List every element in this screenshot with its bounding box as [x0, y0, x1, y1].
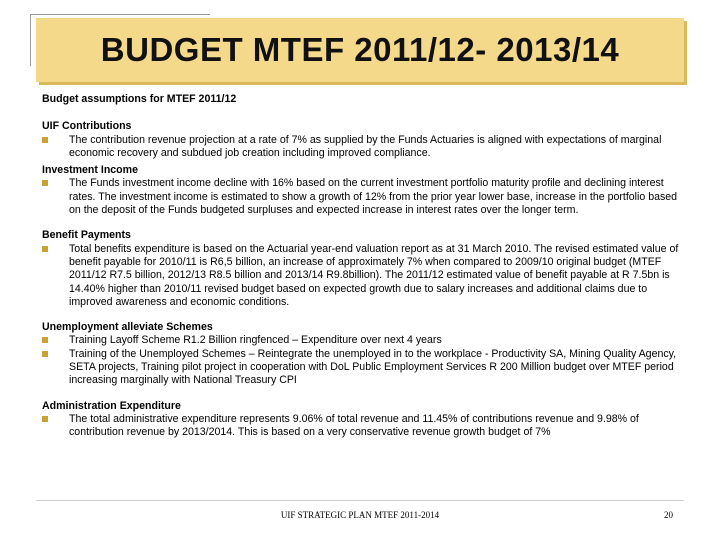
decorative-line-horizontal [30, 14, 210, 15]
square-bullet-icon [42, 180, 48, 186]
section-heading: Benefit Payments [42, 229, 131, 242]
square-bullet-icon [42, 137, 48, 143]
page-number: 20 [664, 510, 673, 520]
bullet-text: Training of the Unemployed Schemes – Reintegrate the unemployed in to the workplace - Productivity SA, Mining Quality Agency, SETA projects, Training pilot project in cooperation with DoL Public Employment Services R 200 Million budget over MTEF period increasing marginally with National Treasury CPI [69, 347, 677, 387]
section-benefit-payments [42, 229, 682, 309]
bullet-item [42, 134, 682, 161]
section-administration-expenditure [42, 400, 682, 440]
slide-title: BUDGET MTEF 2011/12- 2013/14 [100, 31, 620, 68]
footer-text: UIF STRATEGIC PLAN MTEF 2011-2014 [280, 510, 440, 520]
section-uif-contributions [42, 120, 682, 160]
bullet-item [42, 334, 682, 347]
bullet-text: Total benefits expenditure is based on the Actuarial year-end valuation report as at 31 March 2010. The revised estimated value of benefit payable for 2010/11 is R6,5 billion, an increase of approximately 7% when compared to 2009/10 original budget (MTEF 2011/12 R7.5 billion, 2012/13 R8.5 billion and 2013/14 R9.8billion). The 2011/12 estimated value of benefit payable at R 7.5bn is 14.40% higher than 2010/11 revised budget based on expected growth due to salary increases and additional claims due to improved awareness and economic conditions. [69, 242, 679, 308]
title-banner [36, 18, 684, 82]
square-bullet-icon [42, 416, 48, 422]
bullet-text: Training Layoff Scheme R1.2 Billion ringfenced – Expenditure over next 4 years [69, 334, 442, 347]
bullet-text: The total administrative expenditure represents 9.06% of total revenue and 11.45% of contributions revenue and 9.98% of contribution revenue by 2013/2014. This is based on a very conservative revenue growth budget of 7% [69, 412, 639, 439]
intro-heading: Budget assumptions for MTEF 2011/12 [42, 93, 237, 105]
square-bullet-icon [42, 246, 48, 252]
bullet-text: The contribution revenue projection at a rate of 7% as supplied by the Funds Actuaries is aligned with expectations of marginal economic recovery and subdued job creation including improved compliance. [69, 133, 662, 159]
footer-divider [36, 500, 684, 501]
square-bullet-icon [42, 337, 48, 343]
square-bullet-icon [42, 351, 48, 357]
bullet-item [42, 348, 682, 388]
decorative-line-vertical [30, 14, 31, 66]
slide-body [42, 93, 682, 444]
bullet-item [42, 177, 682, 217]
section-heading: UIF Contributions [42, 120, 132, 133]
section-investment-income [42, 164, 682, 217]
bullet-text: The Funds investment income decline with 16% based on the current investment portfolio maturity profile and declining interest rates. The investment income is estimated to show a growth of 12% from the prior year lower base, increase in the portfolio based on the deposit of the Funds budgeted surpluses and expected increase in interest rates over the longer term. [69, 177, 678, 217]
bullet-item [42, 413, 682, 440]
section-unemployment-schemes [42, 321, 682, 387]
bullet-item [42, 243, 682, 309]
section-heading: Unemployment alleviate Schemes [42, 321, 213, 334]
section-heading: Administration Expenditure [42, 399, 181, 412]
section-heading: Investment Income [42, 164, 138, 177]
